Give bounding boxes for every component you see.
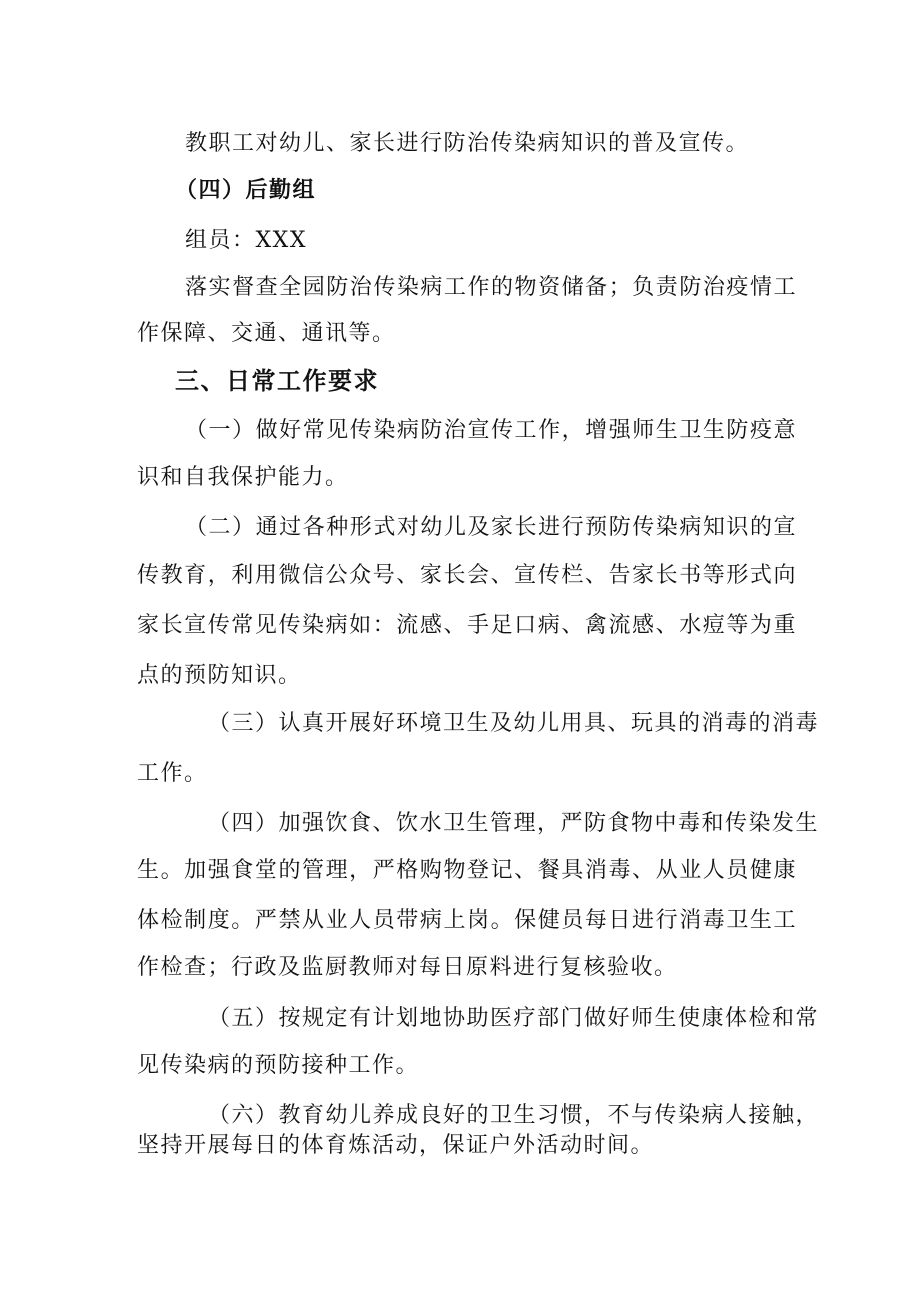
paragraph-line: 见传染病的预防接种工作。 bbox=[137, 1053, 420, 1078]
paragraph-line: 作保障、交通、通讯等。 bbox=[137, 321, 396, 346]
paragraph-line: 生。加强食堂的管理，严格购物登记、餐具消毒、从业人员健康 bbox=[137, 858, 797, 883]
paragraph-line: （二）通过各种形式对幼儿及家长进行预防传染病知识的宣 bbox=[185, 515, 797, 540]
members-line: 组员：XXX bbox=[185, 228, 307, 253]
paragraph-line: 传教育，利用微信公众号、家长会、宣传栏、告家长书等形式向 bbox=[137, 563, 797, 588]
paragraph-line: 点的预防知识。 bbox=[137, 663, 302, 688]
paragraph-line: 作检查；行政及监厨教师对每日原料进行复核验收。 bbox=[137, 955, 678, 980]
paragraph-line: 落实督查全园防治传染病工作的物资储备；负责防治疫情工 bbox=[185, 275, 797, 300]
paragraph-line: （一）做好常见传染病防治宣传工作，增强师生卫生防疫意 bbox=[185, 418, 797, 443]
paragraph-line: 识和自我保护能力。 bbox=[137, 465, 349, 490]
paragraph-line: 坚持开展每日的体育炼活动，保证户外活动时间。 bbox=[137, 1133, 655, 1158]
paragraph-line: 教职工对幼儿、家长进行防治传染病知识的普及宣传。 bbox=[185, 131, 750, 156]
paragraph-line: （三）认真开展好环境卫生及幼儿用具、玩具的消毒的消毒 bbox=[208, 711, 820, 736]
paragraph-line: （六）教育幼儿养成良好的卫生习惯，不与传染病人接触， bbox=[208, 1103, 820, 1128]
paragraph-line: （五）按规定有计划地协助医疗部门做好师生使康体检和常 bbox=[208, 1006, 820, 1031]
paragraph-line: 家长宣传常见传染病如：流感、手足口病、禽流感、水痘等为重 bbox=[137, 613, 797, 638]
section-heading-daily-requirements: 三、日常工作要求 bbox=[175, 367, 379, 395]
paragraph-line: 体检制度。严禁从业人员带病上岗。保健员每日进行消毒卫生工 bbox=[137, 908, 797, 933]
paragraph-line: （四）加强饮食、饮水卫生管理，严防食物中毒和传染发生 bbox=[208, 811, 820, 836]
section-heading-logistics: （四）后勤组 bbox=[175, 178, 317, 203]
paragraph-line: 工作。 bbox=[137, 761, 208, 786]
